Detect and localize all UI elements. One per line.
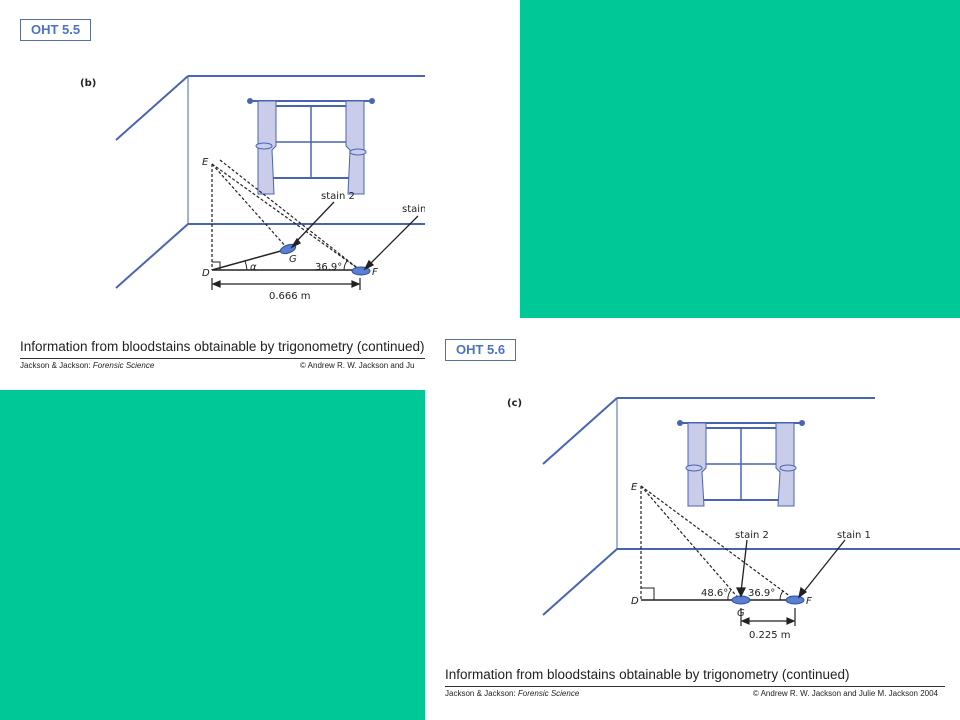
label-d: D	[202, 268, 210, 279]
label-distance: 0.225 m	[749, 630, 791, 641]
slide-b-credit-right: © Andrew R. W. Jackson and Ju	[300, 361, 415, 370]
background-block-bottom-left	[0, 390, 425, 720]
window-icon	[677, 420, 805, 506]
label-stain-1: stain 1	[837, 530, 871, 541]
slide-b-badge: OHT 5.5	[20, 19, 91, 41]
label-distance: 0.666 m	[269, 291, 311, 302]
label-f: F	[806, 596, 812, 607]
angle-f-arc	[780, 591, 783, 600]
label-f: F	[372, 267, 378, 278]
slide-b-panel-label: (b)	[80, 78, 97, 89]
angle-g-arc	[728, 590, 731, 600]
alpha-arc	[245, 261, 247, 270]
slide-b-credit-left	[20, 361, 154, 370]
slide-c-credit-right: © Andrew R. W. Jackson and Julie M. Jackson 2004	[752, 689, 938, 698]
label-g: G	[289, 254, 297, 265]
slide-c	[425, 318, 960, 720]
slide-c-badge: OHT 5.6	[445, 339, 516, 361]
slide-b-separator	[20, 358, 425, 359]
label-angle-f: 36.9°	[748, 588, 776, 599]
label-stain-2: stain 2	[321, 191, 355, 202]
slide-b-diagram	[0, 0, 436, 330]
label-angle: 36.9°	[315, 262, 343, 273]
label-e: E	[202, 157, 209, 168]
slide-c-credit-authors: Jackson & Jackson:	[445, 689, 518, 698]
dimension-line	[212, 278, 360, 290]
dimension-line	[741, 608, 795, 626]
slide-c-credit-book: Forensic Science	[517, 689, 580, 698]
label-stain-2: stain 2	[735, 530, 769, 541]
label-g: G	[737, 608, 745, 619]
label-e: E	[631, 482, 638, 493]
slide-b-caption: Information from bloodstains obtainable by trigonometry (continued)	[20, 339, 425, 354]
label-angle-g: 48.6°	[701, 588, 729, 599]
angle-arc	[344, 261, 347, 270]
slide-c-diagram	[425, 318, 960, 648]
stain-1-mark	[786, 596, 804, 604]
label-stain-1: stain 1	[402, 204, 436, 215]
slide-b	[0, 0, 436, 390]
slide-c-panel-label: (c)	[507, 398, 523, 409]
slide-c-separator	[445, 686, 945, 687]
trajectory-lines	[641, 486, 795, 600]
slide-b-credit-book: Forensic Science	[92, 361, 155, 370]
label-alpha: α	[250, 262, 257, 273]
slide-c-caption: Information from bloodstains obtainable by trigonometry (continued)	[445, 667, 850, 682]
window-icon	[247, 98, 375, 194]
slide-b-credit-authors: Jackson & Jackson:	[20, 361, 93, 370]
background-block-top-right	[520, 0, 960, 318]
right-angle-marker	[641, 588, 654, 600]
slide-c-credit-left	[445, 689, 579, 698]
label-d: D	[631, 596, 639, 607]
